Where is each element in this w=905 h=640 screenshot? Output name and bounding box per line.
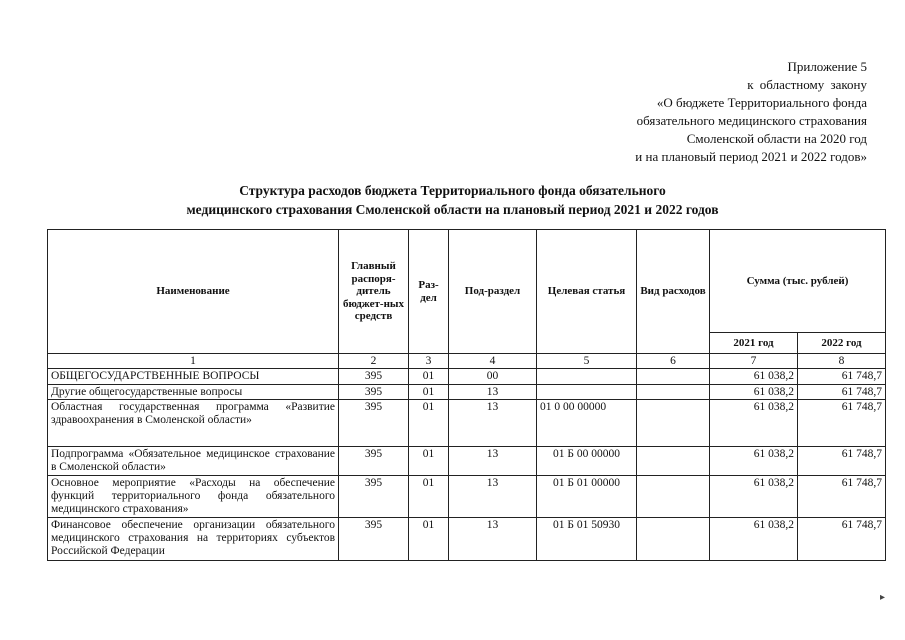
row-manager: 395	[339, 369, 409, 385]
row-subsection: 13	[449, 400, 537, 447]
row-sum-2022: 61 748,7	[798, 447, 886, 476]
row-sum-2022: 61 748,7	[798, 518, 886, 561]
row-name: Другие общегосударственные вопросы	[48, 385, 339, 400]
row-type	[637, 518, 710, 561]
row-target	[537, 369, 637, 385]
appendix-line: Смоленской области на 2020 год	[686, 131, 867, 146]
row-name: Подпрограмма «Обязательное медицинское страхование в Смоленской области»	[48, 447, 339, 476]
appendix-caption	[635, 58, 867, 166]
appendix-line: к областному закону	[747, 77, 867, 92]
row-section: 01	[409, 369, 449, 385]
header-main-manager: Главный распоря-дитель бюджет-ных средств	[339, 230, 409, 354]
title-line-2: медицинского страхования Смоленской области на плановый период 2021 и 2022 годов	[186, 202, 719, 217]
column-number: 7	[710, 354, 798, 369]
row-type	[637, 476, 710, 518]
row-subsection: 13	[449, 447, 537, 476]
row-target	[537, 385, 637, 400]
row-manager: 395	[339, 400, 409, 447]
row-target: 01 0 00 00000	[537, 400, 637, 447]
table-row	[48, 476, 886, 518]
row-subsection: 00	[449, 369, 537, 385]
row-type	[637, 369, 710, 385]
row-name: ОБЩЕГОСУДАРСТВЕННЫЕ ВОПРОСЫ	[48, 369, 339, 385]
row-section: 01	[409, 385, 449, 400]
row-target: 01 Б 01 50930	[537, 518, 637, 561]
row-target: 01 Б 01 00000	[537, 476, 637, 518]
column-number-row	[48, 354, 886, 369]
header-expense-type: Вид расходов	[637, 230, 710, 354]
column-number: 5	[537, 354, 637, 369]
header-name: Наименование	[48, 230, 339, 354]
column-number: 3	[409, 354, 449, 369]
row-manager: 395	[339, 447, 409, 476]
budget-table	[47, 229, 886, 561]
row-type	[637, 385, 710, 400]
row-section: 01	[409, 400, 449, 447]
header-year-2021: 2021 год	[710, 333, 798, 354]
column-number: 6	[637, 354, 710, 369]
column-number: 8	[798, 354, 886, 369]
row-section: 01	[409, 447, 449, 476]
table-row	[48, 518, 886, 561]
row-sum-2022: 61 748,7	[798, 400, 886, 447]
column-number: 4	[449, 354, 537, 369]
row-manager: 395	[339, 476, 409, 518]
table-row	[48, 447, 886, 476]
row-manager: 395	[339, 385, 409, 400]
row-type	[637, 447, 710, 476]
row-target: 01 Б 00 00000	[537, 447, 637, 476]
row-subsection: 13	[449, 385, 537, 400]
column-number: 2	[339, 354, 409, 369]
scan-mark-icon: ▸	[879, 592, 885, 603]
appendix-line: Приложение 5	[787, 59, 867, 74]
appendix-line: «О бюджете Территориального фонда	[656, 95, 867, 110]
row-name: Финансовое обеспечение организации обязательного медицинского страхования на территориях субъектов Российской Федерации	[48, 518, 339, 561]
row-sum-2021: 61 038,2	[710, 476, 798, 518]
row-name: Областная государственная программа «Развитие здравоохранения в Смоленской области»	[48, 400, 339, 447]
table-row	[48, 369, 886, 385]
row-sum-2022: 61 748,7	[798, 369, 886, 385]
row-type	[637, 400, 710, 447]
header-year-2022: 2022 год	[798, 333, 886, 354]
row-sum-2021: 61 038,2	[710, 518, 798, 561]
table-row	[48, 385, 886, 400]
row-sum-2021: 61 038,2	[710, 385, 798, 400]
document-title	[0, 181, 905, 219]
row-subsection: 13	[449, 476, 537, 518]
row-section: 01	[409, 518, 449, 561]
row-sum-2022: 61 748,7	[798, 385, 886, 400]
row-sum-2022: 61 748,7	[798, 476, 886, 518]
header-target: Целевая статья	[537, 230, 637, 354]
header-subsection: Под-раздел	[449, 230, 537, 354]
row-manager: 395	[339, 518, 409, 561]
row-sum-2021: 61 038,2	[710, 400, 798, 447]
row-name: Основное мероприятие «Расходы на обеспечение функций территориального фонда обязательного медицинского страхования»	[48, 476, 339, 518]
row-sum-2021: 61 038,2	[710, 369, 798, 385]
table-row	[48, 400, 886, 447]
row-subsection: 13	[449, 518, 537, 561]
row-section: 01	[409, 476, 449, 518]
row-sum-2021: 61 038,2	[710, 447, 798, 476]
header-section: Раз-дел	[409, 230, 449, 354]
appendix-line: и на плановый период 2021 и 2022 годов»	[635, 149, 867, 164]
title-line-1: Структура расходов бюджета Территориального фонда обязательного	[239, 183, 666, 198]
header-sum: Сумма (тыс. рублей)	[710, 230, 886, 333]
appendix-line: обязательного медицинского страхования	[636, 113, 867, 128]
column-number: 1	[48, 354, 339, 369]
